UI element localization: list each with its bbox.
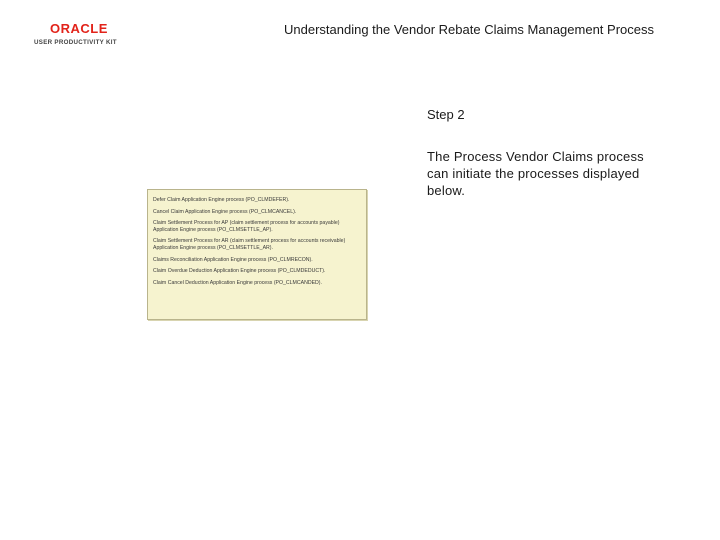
process-item-settlement-ap: Claim Settlement Process for AP (claim settlement process for accounts payable) Application Engine process (PO_CLMSETTLE_AP). xyxy=(153,220,340,233)
oracle-upk-logo xyxy=(34,22,124,48)
process-item-overdue-deduction: Claim Overdue Deduction Application Engine process (PO_CLMDEDUCT). xyxy=(153,268,326,275)
process-item-cancel-claim: Cancel Claim Application Engine process (PO_CLMCANCEL). xyxy=(153,208,297,215)
logo-wordmark: ORACLE xyxy=(50,21,108,36)
process-item-settlement-ar: Claim Settlement Process for AR (claim settlement process for accounts receivable) Application Engine process (PO_CLMSETTLE_AR). xyxy=(153,238,346,251)
process-list-box xyxy=(147,189,367,320)
process-item-reconciliation: Claims Reconciliation Application Engine process (PO_CLMRECON). xyxy=(153,256,313,263)
step-description: The Process Vendor Claims process can initiate the processes displayed below. xyxy=(427,149,644,198)
logo-subtitle: USER PRODUCTIVITY KIT xyxy=(34,39,117,46)
page-title: Understanding the Vendor Rebate Claims Management Process xyxy=(284,22,654,37)
process-item-cancel-deduction: Claim Cancel Deduction Application Engine process (PO_CLMCANDED). xyxy=(153,279,322,286)
step-label: Step 2 xyxy=(427,107,465,122)
process-item-defer-claim: Defer Claim Application Engine process (PO_CLMDEFER). xyxy=(153,197,290,203)
